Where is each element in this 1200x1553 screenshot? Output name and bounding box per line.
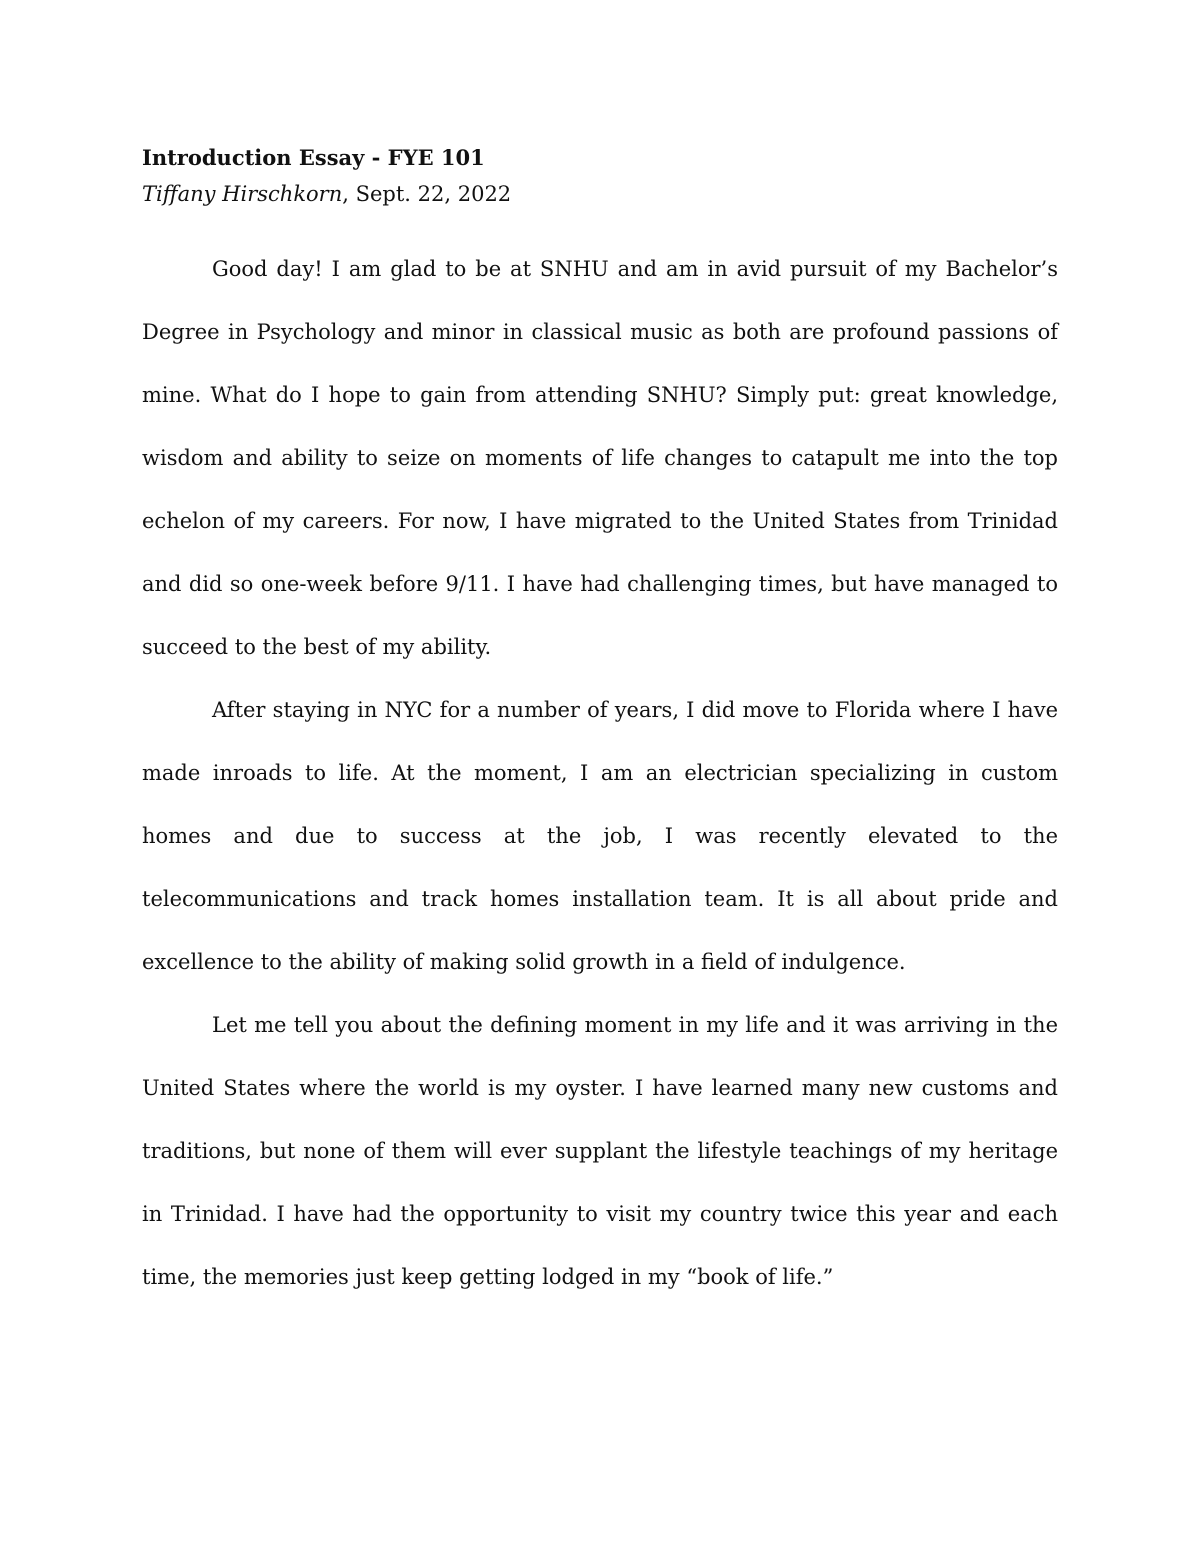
essay-title: Introduction Essay - FYE 101 xyxy=(142,145,485,170)
paragraph-1: Good day! I am glad to be at SNHU and am in avid pursuit of my Bachelor’s Degree in Psychology and minor in classical music as both are profound passions of mine. What do I hope to gain from attending SNHU? Simply put: great knowledge, wisdom and ability to seize on moments of life changes to catapult me into the top echelon of my careers. For now, I have migrated to the United States from Trinidad and did so one-week before 9/11. I have had challenging times, but have managed to succeed to the best of my ability. xyxy=(142,257,1058,659)
essay-date: Sept. 22, 2022 xyxy=(355,182,512,206)
byline-separator: , xyxy=(342,182,356,206)
essay-body xyxy=(142,238,1058,1309)
paragraph-2: After staying in NYC for a number of years, I did move to Florida where I have made inroads to life. At the moment, I am an electrician specializing in custom homes and due to success at the job, I was recently elevated to the telecommunications and track homes installation team. It is all about pride and excellence to the ability of making solid growth in a field of indulgence. xyxy=(142,698,1058,974)
essay-byline xyxy=(142,176,1058,212)
author-name: Tiffany Hirschkorn xyxy=(142,182,343,206)
paragraph-3: Let me tell you about the defining moment in my life and it was arriving in the United States where the world is my oyster. I have learned many new customs and traditions, but none of them will ever supplant the lifestyle teachings of my heritage in Trinidad. I have had the opportunity to visit my country twice this year and each time, the memories just keep getting lodged in my “book of life.” xyxy=(142,1013,1058,1289)
document-content xyxy=(142,140,1058,1309)
